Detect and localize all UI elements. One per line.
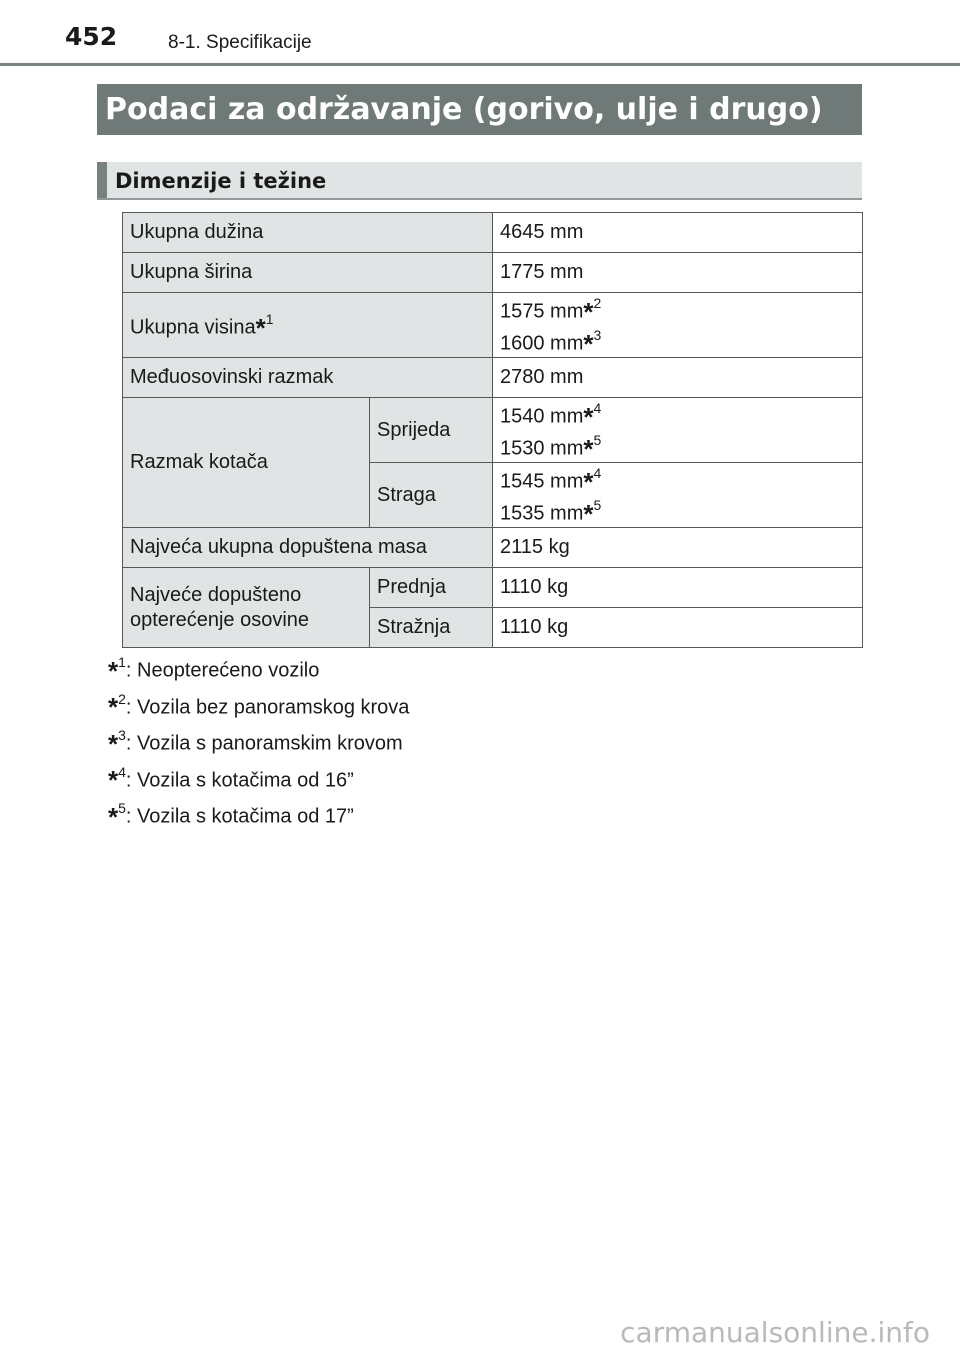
footnote-marker: * bbox=[583, 498, 594, 529]
value-text: 1575 mm bbox=[500, 301, 584, 323]
footnote bbox=[108, 802, 409, 839]
row-label: Ukupna širina bbox=[123, 253, 493, 293]
footnote bbox=[108, 729, 409, 766]
row-label: Međuosovinski razmak bbox=[123, 358, 493, 398]
footnote-marker: * bbox=[583, 297, 594, 327]
footnote-text: : Vozila s kotačima od 17” bbox=[125, 805, 354, 828]
table-row bbox=[123, 398, 863, 463]
section-label: 8-1. Specifikacije bbox=[168, 32, 312, 53]
footnote bbox=[108, 690, 410, 730]
table-row bbox=[123, 293, 863, 358]
value-text: 1535 mm bbox=[500, 502, 584, 525]
table-row bbox=[123, 568, 863, 608]
footnote-ref: 5 bbox=[593, 432, 602, 448]
label-text: Ukupna visina bbox=[130, 316, 256, 339]
footnote bbox=[108, 763, 409, 803]
row-label: Ukupna dužina bbox=[123, 213, 493, 253]
header-divider bbox=[0, 63, 960, 66]
sub-label: Sprijeda bbox=[370, 398, 493, 463]
subsection-heading bbox=[97, 162, 862, 200]
footnote-marker: * bbox=[583, 328, 594, 359]
value-text: 1600 mm bbox=[500, 332, 584, 355]
footnote-text: : Neopterećeno vozilo bbox=[125, 659, 320, 682]
sub-label: Straga bbox=[370, 463, 493, 528]
footnote-marker: * bbox=[583, 467, 594, 497]
footnote-ref: 2 bbox=[118, 690, 126, 707]
row-label bbox=[123, 568, 370, 648]
page-number: 452 bbox=[65, 22, 118, 51]
page-title: Podaci za održavanje (gorivo, ulje i drugo) bbox=[97, 84, 862, 135]
footnote-marker: * bbox=[108, 655, 119, 686]
footnote-ref: 5 bbox=[593, 497, 602, 513]
table-row bbox=[123, 528, 863, 568]
footnote-ref: 1 bbox=[265, 311, 274, 328]
table-row bbox=[123, 358, 863, 398]
footnote-marker: * bbox=[108, 728, 119, 759]
watermark: carmanualsonline.info bbox=[620, 1316, 930, 1349]
table-row bbox=[123, 213, 863, 253]
row-value bbox=[493, 398, 863, 463]
value-text: 1540 mm bbox=[500, 406, 584, 428]
footnotes bbox=[108, 656, 409, 839]
footnote-ref: 5 bbox=[118, 800, 126, 816]
footnote-marker: * bbox=[583, 433, 594, 464]
footnote-ref: 1 bbox=[118, 654, 126, 670]
footnote-text: : Vozila s panoramskim krovom bbox=[125, 732, 403, 755]
footnote-ref: 4 bbox=[593, 465, 602, 482]
footnote-ref: 4 bbox=[593, 400, 602, 417]
row-value: 1775 mm bbox=[493, 253, 863, 293]
row-value: 2115 kg bbox=[493, 528, 863, 568]
label-line: Najveće dopušteno bbox=[130, 583, 302, 606]
row-value: 1110 kg bbox=[493, 608, 863, 648]
subsection-title: Dimenzije i težine bbox=[115, 169, 327, 193]
subsection-accent bbox=[97, 162, 107, 198]
row-label: Najveća ukupna dopuštena masa bbox=[123, 528, 493, 568]
sub-label: Stražnja bbox=[370, 608, 493, 648]
dimensions-table bbox=[122, 212, 863, 648]
label-line: opterećenje osovine bbox=[130, 608, 310, 631]
row-value: 2780 mm bbox=[493, 358, 863, 398]
footnote-marker: * bbox=[255, 312, 266, 343]
footnote-marker: * bbox=[108, 692, 119, 723]
footnote-marker: * bbox=[108, 765, 119, 796]
row-label bbox=[123, 293, 493, 358]
footnote-text: : Vozila bez panoramskog krova bbox=[125, 696, 410, 719]
footnote-ref: 2 bbox=[593, 295, 602, 312]
footnote-ref: 3 bbox=[118, 727, 126, 743]
row-label: Razmak kotača bbox=[123, 398, 370, 528]
footnote-ref: 3 bbox=[593, 327, 602, 343]
row-value bbox=[493, 463, 863, 528]
value-text: 1545 mm bbox=[500, 471, 584, 493]
row-value: 1110 kg bbox=[493, 568, 863, 608]
sub-label: Prednja bbox=[370, 568, 493, 608]
row-value: 4645 mm bbox=[493, 213, 863, 253]
footnote-ref: 4 bbox=[118, 763, 126, 780]
footnote-text: : Vozila s kotačima od 16” bbox=[125, 769, 354, 792]
value-text: 1530 mm bbox=[500, 437, 584, 460]
table-row bbox=[123, 253, 863, 293]
footnote bbox=[108, 656, 409, 693]
row-value bbox=[493, 293, 863, 358]
footnote-marker: * bbox=[583, 402, 594, 432]
footnote-marker: * bbox=[108, 801, 119, 832]
